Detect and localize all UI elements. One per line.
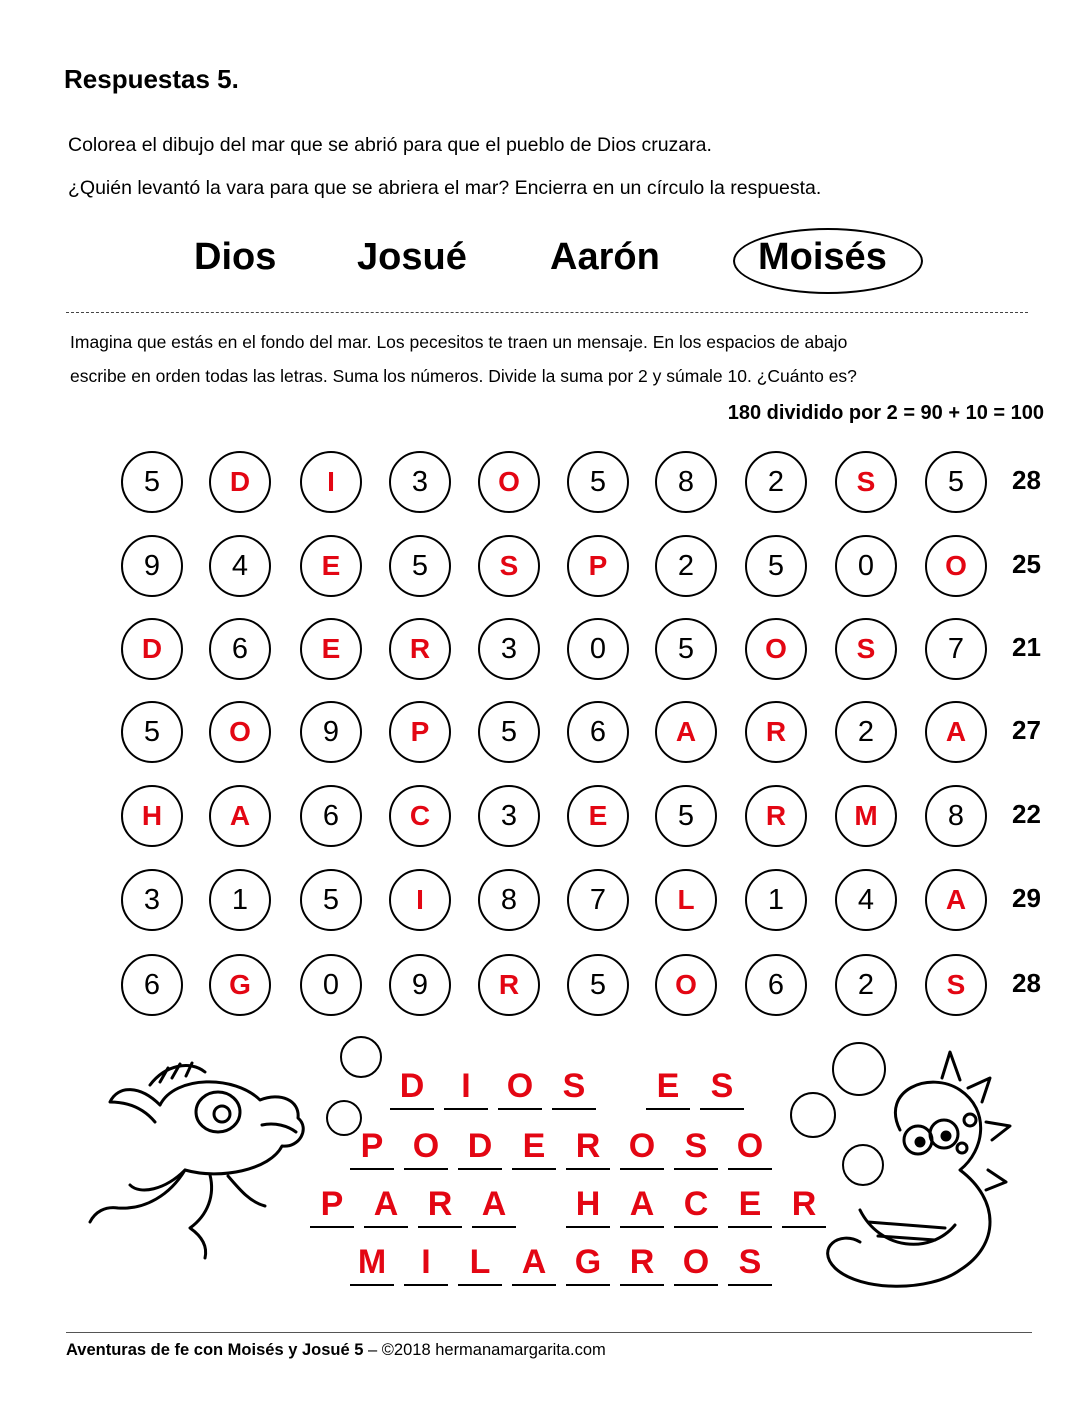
grid-cell: 5	[121, 701, 183, 763]
grid-cell: 9	[300, 701, 362, 763]
grid-cell: E	[567, 785, 629, 847]
grid-cell: O	[209, 701, 271, 763]
answer-letter: A	[472, 1184, 516, 1228]
answer-letter: R	[782, 1184, 826, 1228]
footer-title: Aventuras de fe con Moisés y Josué 5	[66, 1341, 364, 1359]
grid-cell: I	[300, 451, 362, 513]
grid-cell: 3	[121, 869, 183, 931]
answer-letter: O	[404, 1126, 448, 1170]
grid-cell: D	[121, 618, 183, 680]
choice-aaron: Aarón	[550, 236, 660, 278]
grid-cell: 5	[121, 451, 183, 513]
puzzle-instructions-line-1: Imagina que estás en el fondo del mar. Los pecesitos te traen un mensaje. En los espacios de abajo	[70, 332, 848, 352]
answer-line	[0, 1236, 1088, 1286]
grid-cell: 0	[835, 535, 897, 597]
grid-cell: 6	[567, 701, 629, 763]
answer-letter: E	[512, 1126, 556, 1170]
choice-josue: Josué	[357, 236, 467, 278]
grid-cell: G	[209, 954, 271, 1016]
grid-cell: 6	[745, 954, 807, 1016]
answer-line	[0, 1120, 1088, 1170]
instruction-color: Colorea el dibujo del mar que se abrió para que el pueblo de Dios cruzara.	[68, 134, 712, 156]
grid-cell: 5	[300, 869, 362, 931]
grid-cell: 3	[478, 785, 540, 847]
choice-moises: Moisés	[758, 236, 887, 278]
answer-letter: D	[390, 1066, 434, 1110]
grid-cell: 0	[567, 618, 629, 680]
row-sum: 27	[1012, 715, 1041, 745]
answer-letter: R	[620, 1242, 664, 1286]
grid-cell: O	[745, 618, 807, 680]
grid-cell: 1	[745, 869, 807, 931]
grid-cell: 2	[835, 954, 897, 1016]
row-sum: 29	[1012, 883, 1041, 913]
row-sum: 21	[1012, 632, 1041, 662]
footer-copyright: – ©2018 hermanamargarita.com	[363, 1341, 606, 1359]
grid-cell: R	[745, 701, 807, 763]
answer-letter: E	[646, 1066, 690, 1110]
answer-letter: I	[444, 1066, 488, 1110]
grid-cell: A	[925, 701, 987, 763]
answer-letter: E	[728, 1184, 772, 1228]
grid-cell: I	[389, 869, 451, 931]
answer-line	[0, 1060, 1088, 1110]
grid-cell: 3	[478, 618, 540, 680]
grid-cell: 5	[745, 535, 807, 597]
grid-cell: 5	[655, 785, 717, 847]
answer-letter: A	[364, 1184, 408, 1228]
answer-letter: G	[566, 1242, 610, 1286]
grid-cell: 7	[567, 869, 629, 931]
grid-cell: 5	[567, 954, 629, 1016]
answer-letter: O	[674, 1242, 718, 1286]
answer-letter: H	[566, 1184, 610, 1228]
grid-cell: R	[389, 618, 451, 680]
choice-dios: Dios	[194, 236, 277, 278]
grid-cell: L	[655, 869, 717, 931]
grid-cell: 6	[209, 618, 271, 680]
grid-cell: 5	[655, 618, 717, 680]
answer-letter: R	[418, 1184, 462, 1228]
grid-cell: A	[925, 869, 987, 931]
grid-cell: E	[300, 618, 362, 680]
grid-cell: 5	[925, 451, 987, 513]
answer-line	[0, 1178, 1088, 1228]
grid-cell: O	[478, 451, 540, 513]
answer-letter: S	[674, 1126, 718, 1170]
answer-letter: O	[728, 1126, 772, 1170]
grid-cell: 4	[209, 535, 271, 597]
puzzle-instructions-line-2: escribe en orden todas las letras. Suma los números. Divide la suma por 2 y súmale 10. ¿Cuánto es?	[70, 366, 857, 386]
grid-cell: S	[478, 535, 540, 597]
answer-letter: A	[512, 1242, 556, 1286]
answer-letter: R	[566, 1126, 610, 1170]
grid-cell: S	[835, 451, 897, 513]
grid-cell: 0	[300, 954, 362, 1016]
grid-cell: R	[745, 785, 807, 847]
page-title: Respuestas 5.	[64, 64, 239, 94]
grid-cell: C	[389, 785, 451, 847]
grid-cell: 7	[925, 618, 987, 680]
instruction-question: ¿Quién levantó la vara para que se abriera el mar? Encierra en un círculo la respuesta.	[68, 177, 822, 199]
row-sum: 28	[1012, 968, 1041, 998]
grid-cell: 2	[745, 451, 807, 513]
grid-cell: O	[655, 954, 717, 1016]
grid-cell: R	[478, 954, 540, 1016]
answer-choices	[0, 228, 1088, 298]
grid-cell: H	[121, 785, 183, 847]
answer-letter: S	[700, 1066, 744, 1110]
grid-cell: 5	[567, 451, 629, 513]
footer	[66, 1341, 606, 1360]
grid-cell: 3	[389, 451, 451, 513]
answer-letter: P	[310, 1184, 354, 1228]
grid-cell: M	[835, 785, 897, 847]
grid-cell: 2	[835, 701, 897, 763]
grid-cell: A	[655, 701, 717, 763]
grid-cell: P	[389, 701, 451, 763]
grid-cell: O	[925, 535, 987, 597]
grid-cell: 9	[121, 535, 183, 597]
grid-cell: 9	[389, 954, 451, 1016]
grid-cell: 1	[209, 869, 271, 931]
grid-cell: 6	[121, 954, 183, 1016]
grid-cell: S	[835, 618, 897, 680]
footer-divider	[66, 1332, 1032, 1333]
answer-letter: P	[350, 1126, 394, 1170]
row-sum: 28	[1012, 465, 1041, 495]
grid-cell: 2	[655, 535, 717, 597]
grid-cell: 5	[389, 535, 451, 597]
grid-cell: S	[925, 954, 987, 1016]
calculation-answer: 180 dividido por 2 = 90 + 10 = 100	[727, 402, 1044, 424]
grid-cell: P	[567, 535, 629, 597]
answer-letter: L	[458, 1242, 502, 1286]
answer-letter: S	[728, 1242, 772, 1286]
grid-cell: D	[209, 451, 271, 513]
dashed-divider	[66, 312, 1028, 313]
grid-cell: 4	[835, 869, 897, 931]
row-sum: 22	[1012, 799, 1041, 829]
answer-letter: M	[350, 1242, 394, 1286]
answer-letter: A	[620, 1184, 664, 1228]
answer-letter: S	[552, 1066, 596, 1110]
grid-cell: 6	[300, 785, 362, 847]
answer-letter: O	[498, 1066, 542, 1110]
answer-letter: C	[674, 1184, 718, 1228]
answer-letter: O	[620, 1126, 664, 1170]
grid-cell: E	[300, 535, 362, 597]
grid-cell: 8	[925, 785, 987, 847]
grid-cell: 5	[478, 701, 540, 763]
grid-cell: A	[209, 785, 271, 847]
row-sum: 25	[1012, 549, 1041, 579]
answer-letter: D	[458, 1126, 502, 1170]
answer-letter: I	[404, 1242, 448, 1286]
grid-cell: 8	[655, 451, 717, 513]
grid-cell: 8	[478, 869, 540, 931]
